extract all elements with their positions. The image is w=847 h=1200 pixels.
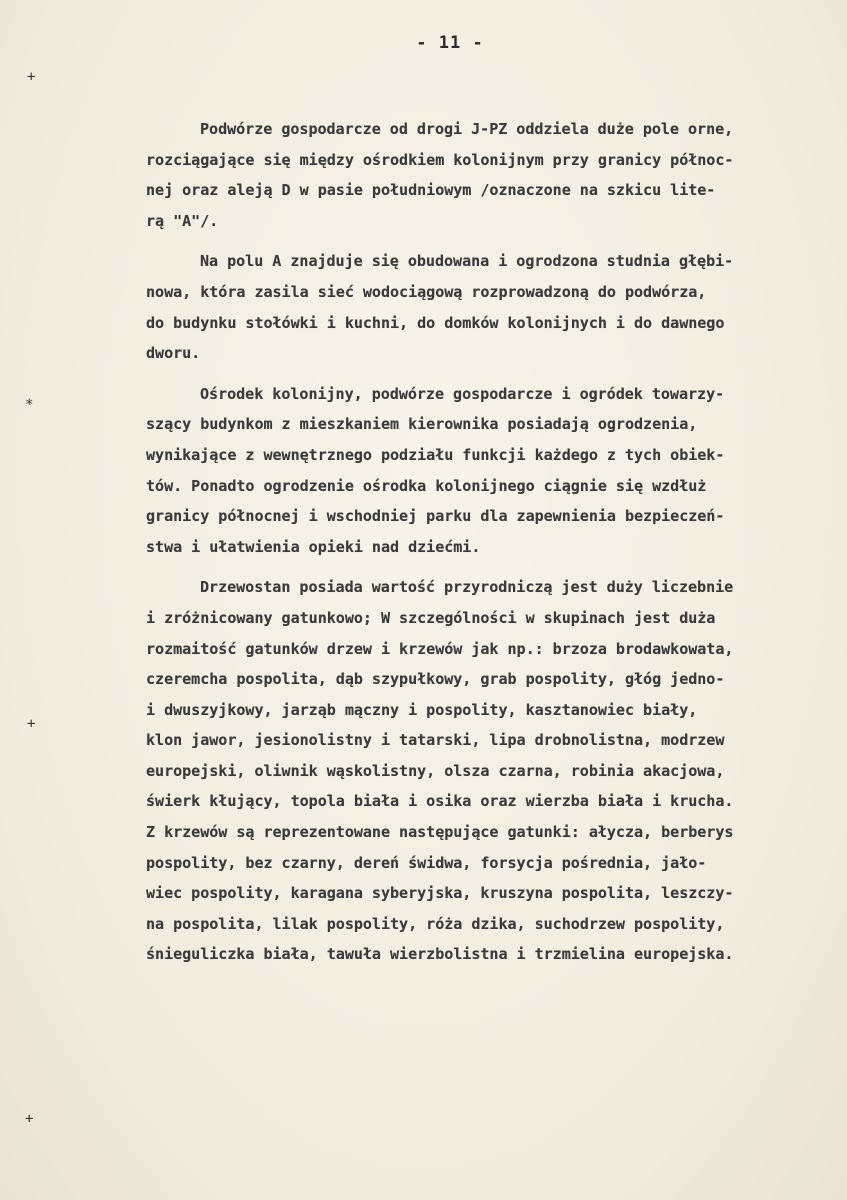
text-line: nowa, która zasila sieć wodociągową rozprowadzoną do podwórza,	[146, 282, 707, 301]
text-line: wiec pospolity, karagana syberyjska, kruszyna pospolita, leszczy-	[146, 884, 734, 903]
text-line: rozciągające się między ośrodkiem kolonijnym przy granicy północ-	[146, 150, 734, 169]
text-line: klon jawor, jesionolistny i tatarski, lipa drobnolistna, modrzew	[146, 731, 725, 750]
text-line: szący budynkom z mieszkaniem kierownika posiadają ogrodzenia,	[146, 415, 698, 434]
text-line: rozmaitość gatunków drzew i krzewów jak np.: brzoza brodawkowata,	[146, 639, 734, 658]
text-line: nej oraz aleją D w pasie południowym /oznaczone na szkicu lite-	[146, 181, 716, 200]
paragraph	[146, 572, 836, 970]
text-line: na pospolita, lilak pospolity, róża dzika, suchodrzew pospolity,	[146, 914, 725, 933]
text-line: dworu.	[146, 344, 201, 363]
text-line: Podwórze gospodarcze od drogi J-PZ oddziela duże pole orne,	[200, 120, 734, 138]
text-line: i dwuszyjkowy, jarząb mączny i pospolity, kasztanowiec biały,	[146, 700, 698, 719]
text-line: pospolity, bez czarny, dereń świdwa, forsycja pośrednia, jało-	[146, 853, 707, 872]
text-line: Drzewostan posiada wartość przyrodniczą jest duży liczebnie	[200, 578, 734, 597]
text-line: i zróżnicowany gatunkowo; W szczególności w skupinach jest duża	[146, 608, 716, 627]
text-line: Z krzewów są reprezentowane następujące gatunki: ałycza, berberys	[146, 823, 734, 842]
text-line: granicy północnej i wschodniej parku dla zapewnienia bezpieczeń-	[146, 507, 725, 526]
body-text	[146, 114, 836, 980]
margin-mark: +	[25, 1111, 34, 1127]
text-line: Na polu A znajduje się obudowana i ogrodzona studnia głębi-	[200, 252, 734, 271]
margin-mark: +	[27, 716, 36, 732]
text-line: tów. Ponadto ogrodzenie ośrodka kolonijnego ciągnie się wzdłuż	[146, 476, 707, 495]
text-line: do budynku stołówki i kuchni, do domków kolonijnych i do dawnego	[146, 313, 725, 332]
margin-mark: +	[27, 69, 36, 85]
text-line: Ośrodek kolonijny, podwórze gospodarcze i ogródek towarzy-	[200, 384, 725, 403]
text-line: śnieguliczka biała, tawuła wierzbolistna i trzmielina europejska.	[146, 945, 734, 964]
paragraph	[146, 379, 836, 563]
page-number: - 11 -	[416, 33, 484, 53]
text-line: europejski, oliwnik wąskolistny, olsza czarna, robinia akacjowa,	[146, 761, 725, 780]
text-line: świerk kłujący, topola biała i osika oraz wierzba biała i krucha.	[146, 792, 734, 811]
text-line: stwa i ułatwienia opieki nad dziećmi.	[146, 537, 481, 556]
text-line: rą "A"/.	[146, 211, 219, 230]
paragraph	[146, 246, 836, 368]
margin-mark: *	[25, 397, 34, 413]
text-line: wynikające z wewnętrznego podziału funkcji każdego z tych obiek-	[146, 445, 725, 464]
paragraph	[146, 114, 836, 236]
text-line: czeremcha pospolita, dąb szypułkowy, grab pospolity, głóg jedno-	[146, 670, 725, 689]
